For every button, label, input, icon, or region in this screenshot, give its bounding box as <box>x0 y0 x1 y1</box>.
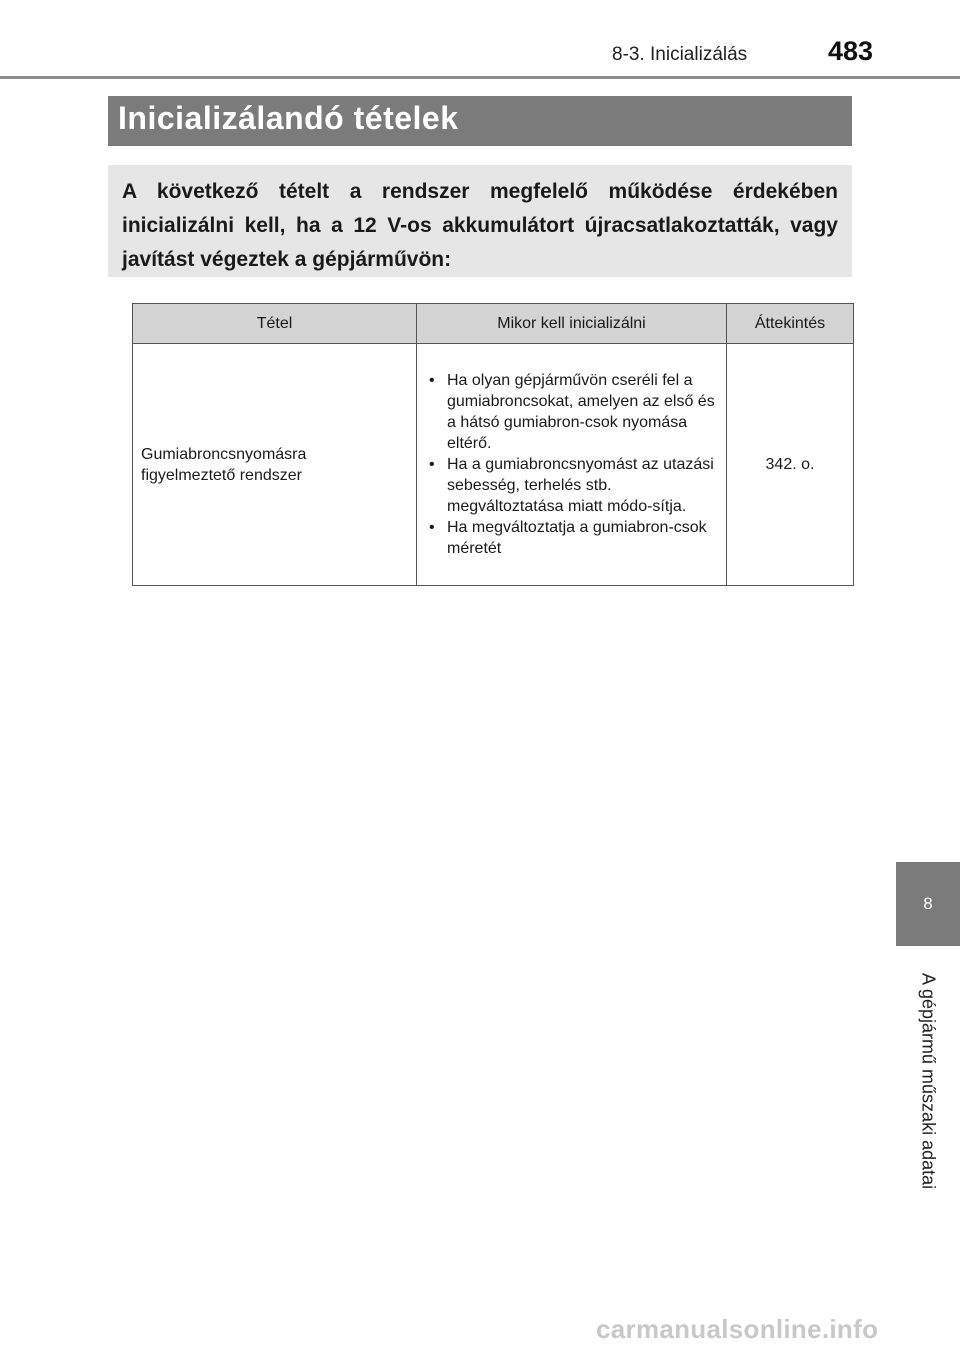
item-name-line-2: figyelmeztető rendszer <box>141 466 302 484</box>
header-section-title: 8-3. Inicializálás <box>612 44 748 65</box>
initialization-table <box>132 303 854 586</box>
when-list <box>423 370 720 559</box>
table-header-row <box>133 304 854 344</box>
when-list-item: • Ha megváltoztatja a gumiabron-csok méretét <box>423 517 720 559</box>
chapter-tab-text: A gépjármű műszaki adatai <box>918 972 939 1190</box>
column-header-when: Mikor kell inicializálni <box>417 304 727 344</box>
header-divider <box>0 76 960 79</box>
watermark: carmanualsonline.info <box>596 1314 879 1344</box>
section-title-bar <box>108 96 852 146</box>
intro-box <box>108 165 852 277</box>
when-cell <box>417 344 727 586</box>
page-number: 483 <box>828 36 874 66</box>
chapter-tab-number: 8 <box>896 862 960 946</box>
when-list-item: • Ha olyan gépjárművön cseréli fel a gumiabroncsokat, amelyen az első és a hátsó gumiabron-csok nyomása eltérő. <box>423 370 720 454</box>
chapter-tab-label <box>896 946 960 1216</box>
column-header-item: Tétel <box>133 304 417 344</box>
intro-text: A következő tételt a rendszer megfelelő működése érdekében inicializálni kell, ha a 12 V-os akkumulátort újracsatlakoztatták, vagy javítást végeztek a gépjárművön: <box>122 180 838 271</box>
reference-cell: 342. o. <box>727 344 854 586</box>
section-title: Inicializálandó tételek <box>118 100 459 136</box>
item-name-line-1: Gumiabroncsnyomásra <box>141 445 307 463</box>
table-row <box>133 344 854 586</box>
item-cell <box>133 344 417 586</box>
column-header-overview: Áttekintés <box>727 304 854 344</box>
when-list-item: • Ha a gumiabroncsnyomást az utazási sebesség, terhelés stb. megváltoztatása miatt módo-sítja. <box>423 454 720 517</box>
